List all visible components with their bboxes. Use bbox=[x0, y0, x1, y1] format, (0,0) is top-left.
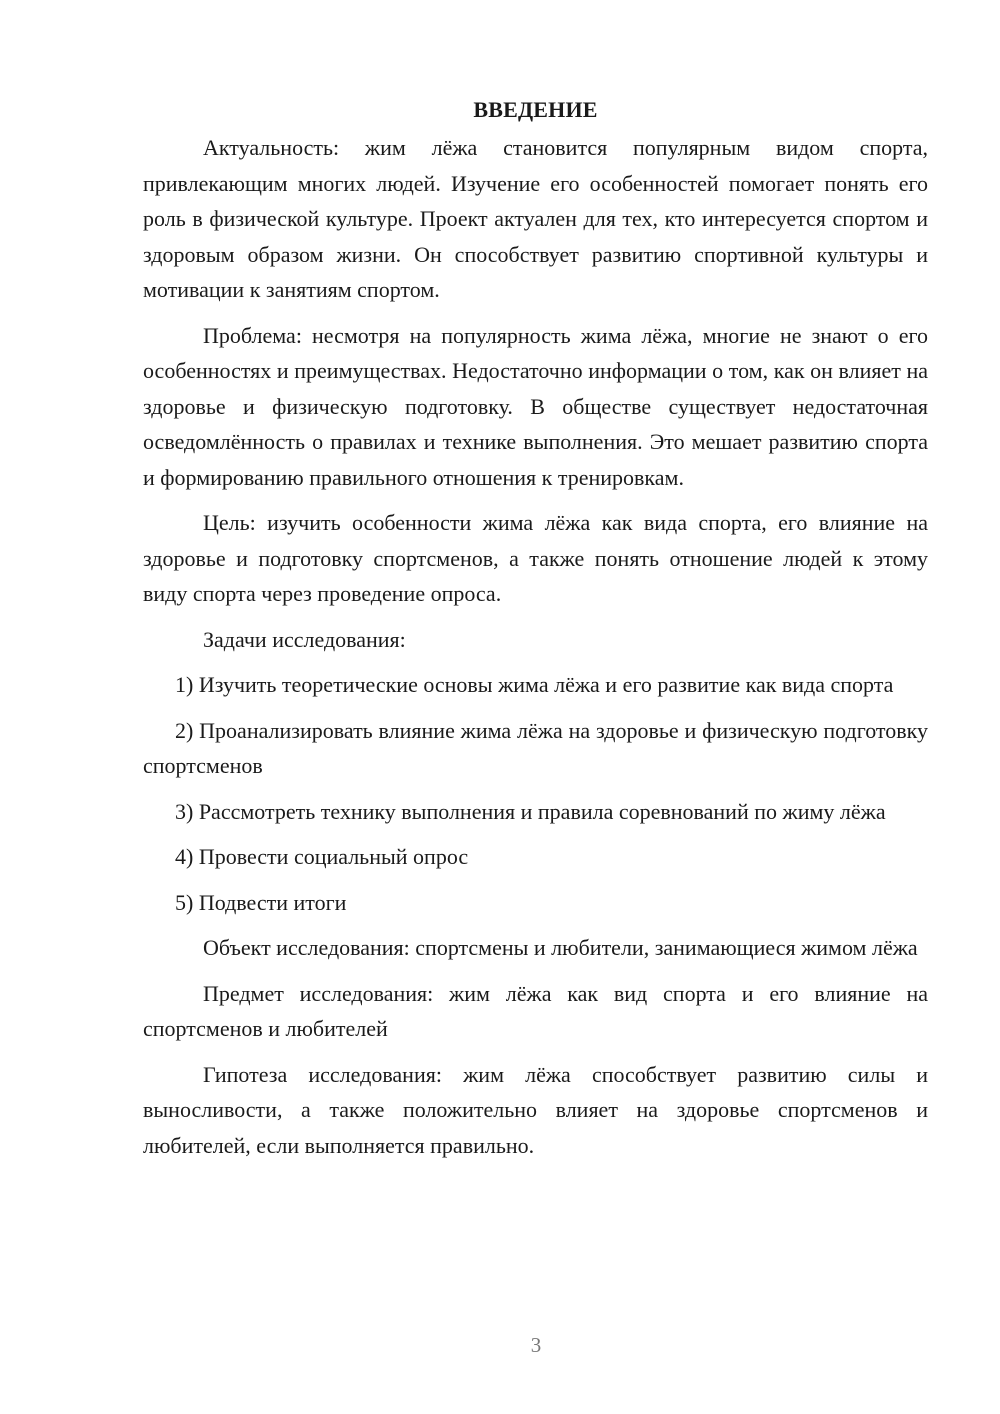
task-item-4: 4) Провести социальный опрос bbox=[175, 844, 469, 869]
section-heading: ВВЕДЕНИЕ bbox=[473, 97, 598, 122]
page-number: 3 bbox=[530, 1333, 542, 1357]
tasks-title: Задачи исследования: bbox=[203, 626, 406, 652]
paragraph-object: Объект исследования: спортсмены и любители, занимающиеся жимом лёжа bbox=[203, 935, 918, 960]
task-item-2: 2) Проанализировать влияние жима лёжа на здоровье и физическую подготовку спортсменов bbox=[143, 717, 928, 778]
task-item-5: 5) Подвести итоги bbox=[175, 889, 347, 915]
paragraph-goal: Цель: изучить особенности жима лёжа как вида спорта, его влияние на здоровье и подготовку спортсменов, а также понять отношение людей к этому виду спорта через проведение опроса. bbox=[143, 510, 928, 606]
task-item-3: 3) Рассмотреть технику выполнения и правила соревнований по жиму лёжа bbox=[175, 798, 886, 824]
paragraph-relevance: Актуальность: жим лёжа становится популярным видом спорта, привлекающим многих людей. Изучение его особенностей помогает понять его роль в физической культуре. Проект актуален для тех, кто интересуется спортом и здоровым образом жизни. Он способствует развитию спортивной культуры и мотивации к занятиям спортом. bbox=[143, 135, 928, 302]
paragraph-hypothesis: Гипотеза исследования: жим лёжа способствует развитию силы и выносливости, а также положительно влияет на здоровье спортсменов и любителей, если выполняется правильно. bbox=[143, 1061, 928, 1158]
document-page bbox=[143, 92, 928, 1173]
paragraph-subject: Предмет исследования: жим лёжа как вид спорта и его влияние на спортсменов и любителей bbox=[143, 980, 928, 1041]
paragraph-problem: Проблема: несмотря на популярность жима лёжа, многие не знают о его особенностях и преимуществах. Недостаточно информации о том, как он влияет на здоровье и физическую подготовку. В обществе существует недостаточная осведомлённость о правилах и технике выполнения. Это мешает развитию спорта и формированию правильного отношения к тренировкам. bbox=[143, 322, 928, 490]
task-item-1: 1) Изучить теоретические основы жима лёжа и его развитие как вида спорта bbox=[175, 672, 894, 697]
